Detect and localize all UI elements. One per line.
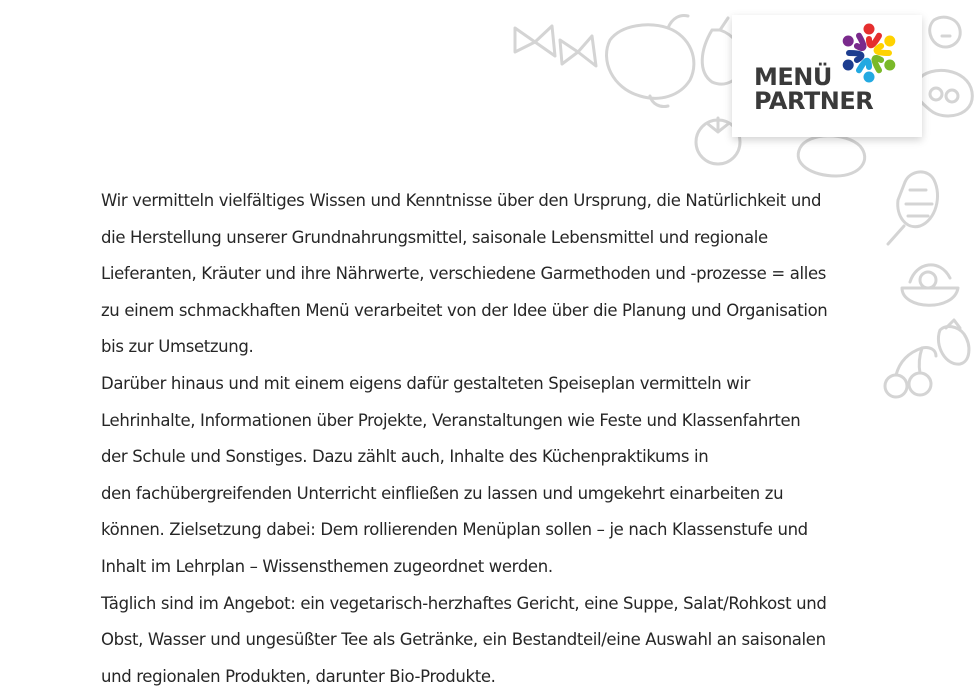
logo-figure-body [874, 58, 881, 70]
logo-figure-body [857, 36, 864, 48]
potato-icon [798, 136, 864, 176]
text-line: Wir vermitteln vielfältiges Wissen und Kenntnisse über den Ursprung, die Natürlichkeit und [101, 191, 822, 210]
mushroom-icon [930, 17, 960, 47]
logo-figure-body [869, 36, 879, 46]
brand-wordmark [754, 65, 874, 113]
bell-pepper-icon [607, 16, 694, 107]
article-body [101, 183, 861, 695]
paragraph [101, 586, 861, 696]
brand-line-1: MENÜ [754, 63, 832, 91]
text-line: zu einem schmackhaften Menü verarbeitet von der Idee über die Planung und Organisation [101, 300, 828, 320]
logo-figure-head [864, 24, 875, 35]
text-line: bis zur Umsetzung. [101, 337, 254, 357]
text-line: Obst, Wasser und ungesüßter Tee als Getränke, ein Bestandteil/eine Auswahl an saisonalen [101, 630, 826, 650]
paragraph [101, 366, 861, 586]
text-line: der Schule und Sonstiges. Dazu zählt auch, Inhalte des Küchenpraktikums in [101, 447, 709, 467]
salad-bowl-icon [902, 265, 958, 305]
text-line: den fachübergreifenden Unterricht einfließen zu lassen und umgekehrt einarbeiten zu [101, 483, 784, 503]
pasta-bow-icon [515, 26, 596, 66]
text-line: Darüber hinaus und mit einem eigens dafür gestalteten Speiseplan vermitteln wir [101, 373, 751, 393]
cherries-icon [885, 347, 936, 397]
strawberry-icon [938, 320, 969, 364]
text-line: Inhalt im Lehrplan – Wissensthemen zugeordnet werden. [101, 556, 553, 576]
brand-line-2: PARTNER [754, 87, 874, 115]
logo-figure-body [877, 46, 889, 53]
text-line: die Herstellung unserer Grundnahrungsmittel, saisonale Lebensmittel und regionale [101, 227, 768, 247]
logo-figure-body [849, 53, 861, 60]
text-line: können. Zielsetzung dabei: Dem rollierenden Menüplan sollen – je nach Klassenstufe und [101, 520, 808, 540]
logo-card [732, 15, 922, 137]
pea-pod-icon [915, 70, 973, 116]
artichoke-icon [888, 172, 938, 244]
logo-figure-head [884, 60, 895, 71]
paragraph [101, 183, 861, 366]
logo-figure-head [884, 36, 895, 47]
text-line: Täglich sind im Angebot: ein vegetarisch-herzhaftes Gericht, eine Suppe, Salat/Rohkost und [101, 593, 827, 613]
logo-figure-head [843, 36, 854, 47]
text-line: Lehrinhalte, Informationen über Projekte, Veranstaltungen wie Feste und Klassenfahrten [101, 410, 801, 430]
text-line: Lieferanten, Kräuter und ihre Nährwerte, verschiedene Garmethoden und -prozesse = alles [101, 264, 826, 284]
text-line: und regionalen Produkten, darunter Bio-Produkte. [101, 666, 496, 686]
